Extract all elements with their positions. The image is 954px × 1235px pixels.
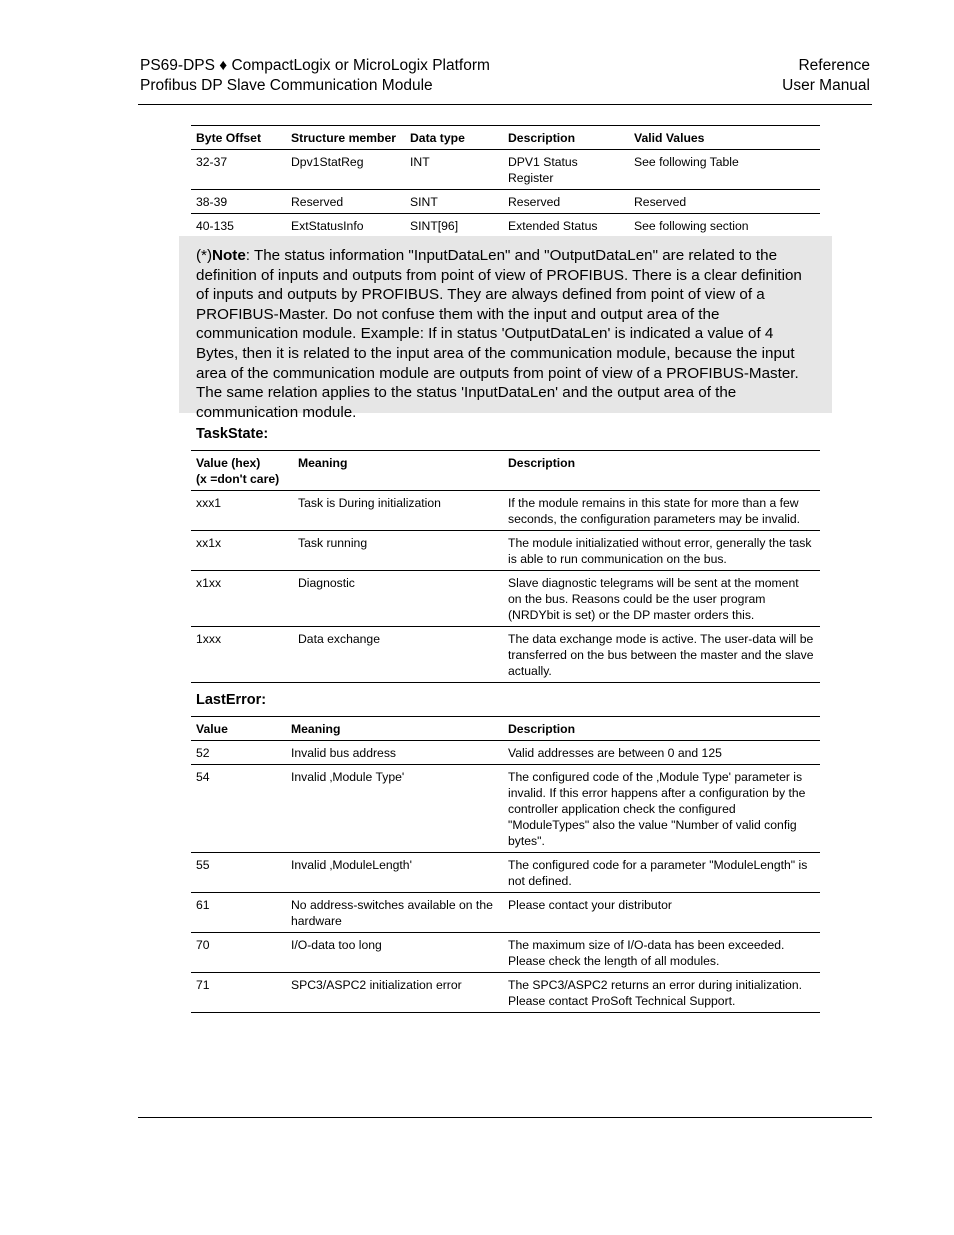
header-rule: [138, 104, 872, 105]
table-row: [191, 853, 820, 893]
table-cell: SINT[96]: [410, 219, 459, 233]
table-cell: DPV1 Status Register: [508, 155, 578, 185]
table-cell: 55: [196, 858, 210, 872]
table-header-row: [191, 717, 820, 741]
table-row: [191, 765, 820, 853]
lasterror-table: [191, 716, 820, 1013]
header-module-name: Profibus DP Slave Communication Module: [140, 76, 433, 94]
table-cell: The module initializatied without error, generally the task is able to run communication on the bus.: [508, 536, 812, 566]
table-row: [191, 190, 820, 214]
table-cell: The configured code of the ‚Module Type' parameter is invalid. If this error happens after a configuration by the controller application check the configured "ModuleTypes" also the value "Number of valid config bytes".: [508, 770, 806, 848]
table-row: [191, 627, 820, 683]
table-cell: The maximum size of I/O-data has been exceeded. Please check the length of all modules.: [508, 938, 785, 968]
column-header: Description: [508, 131, 576, 145]
taskstate-table: [191, 450, 820, 683]
table-header-row: [191, 126, 820, 150]
document-header-left: [140, 56, 490, 95]
table-cell: Slave diagnostic telegrams will be sent at the moment on the bus. Reasons could be the user program (NRDYbit is set) or the DP master orders this.: [508, 576, 799, 622]
table-cell: x1xx: [196, 576, 222, 590]
table-cell: Reserved: [291, 195, 344, 209]
note-text: : The status information "InputDataLen" and "OutputDataLen" are related to the definition of inputs and outputs from point of view of PROFIBUS. There is a clear definition of inputs and outputs by PROFIBUS. They are always defined from point of view of a PROFIBUS-Master. Do not confuse them with the input and output area of the communication module. Example: If in status 'OutputDataLen' is indicated a value of 4 Bytes, then it is related to the input area of the communication module, because the input area of the communication module are outputs from point of view of a PROFIBUS-Master. The same relation applies to the status 'InputDataLen' and the output area of the communication module.: [196, 247, 802, 421]
column-header: Meaning: [291, 722, 341, 736]
note-box: [179, 236, 832, 421]
table-cell: See following Table: [634, 155, 739, 169]
table-cell: 38-39: [196, 195, 228, 209]
column-header: Valid Values: [634, 131, 705, 145]
table-cell: ExtStatusInfo: [291, 219, 364, 233]
table-row: [191, 491, 820, 531]
header-product-line: PS69-DPS ♦ CompactLogix or MicroLogix Platform: [140, 57, 490, 74]
header-section: Reference: [798, 57, 870, 74]
table-cell: Valid addresses are between 0 and 125: [508, 746, 722, 760]
table-cell: 70: [196, 938, 210, 952]
table-cell: Invalid bus address: [291, 746, 397, 760]
table-cell: Diagnostic: [298, 576, 355, 590]
table-cell: 54: [196, 770, 210, 784]
note-prefix: (*): [196, 247, 213, 264]
column-header: Meaning: [298, 456, 348, 470]
column-header: Data type: [410, 131, 465, 145]
table-cell: 32-37: [196, 155, 228, 169]
table-row: [191, 933, 820, 973]
table-cell: Data exchange: [298, 632, 380, 646]
table-cell: Task is During initialization: [298, 496, 441, 510]
table-row: [191, 893, 820, 933]
table-row: [191, 571, 820, 627]
note-label: Note: [212, 247, 246, 264]
table-cell: The configured code for a parameter "ModuleLength" is not defined.: [508, 858, 808, 888]
table-header-row: [191, 451, 820, 491]
table-row: [191, 531, 820, 571]
table-cell: xxx1: [196, 496, 222, 510]
table-cell: The SPC3/ASPC2 returns an error during initialization. Please contact ProSoft Technical Support.: [508, 978, 802, 1008]
table-cell: xx1x: [196, 536, 222, 550]
table-cell: If the module remains in this state for more than a few seconds, the configuration parameters may be invalid.: [508, 496, 800, 526]
table-cell: Reserved: [634, 195, 687, 209]
table-cell: 52: [196, 746, 210, 760]
table-cell: Task running: [298, 536, 368, 550]
footer-rule: [138, 1117, 872, 1118]
document-header-right: [782, 56, 870, 95]
table-cell: Reserved: [508, 195, 561, 209]
column-header: Value: [196, 722, 228, 736]
table-cell: 40-135: [196, 219, 234, 233]
table-row: [191, 973, 820, 1013]
column-header: Value (hex) (x =don't care): [196, 456, 280, 486]
table-row: [191, 741, 820, 765]
header-doc-type: User Manual: [782, 76, 870, 94]
table-cell: 71: [196, 978, 210, 992]
table-cell: I/O-data too long: [291, 938, 382, 952]
table-cell: Invalid ‚ModuleLength': [291, 858, 412, 872]
status-structure-table: [191, 125, 820, 254]
table-row: [191, 150, 820, 190]
column-header: Byte Offset: [196, 131, 262, 145]
column-header: Description: [508, 456, 576, 470]
table-cell: Please contact your distributor: [508, 898, 672, 912]
table-cell: Invalid ‚Module Type': [291, 770, 405, 784]
lasterror-heading: LastError:: [196, 692, 267, 708]
table-cell: See following section: [634, 219, 749, 233]
table-cell: Dpv1StatReg: [291, 155, 364, 169]
table-cell: INT: [410, 155, 430, 169]
table-cell: 61: [196, 898, 210, 912]
table-cell: No address-switches available on the hardware: [291, 898, 493, 928]
table-cell: The data exchange mode is active. The user-data will be transferred on the bus between the master and the slave actually.: [508, 632, 814, 678]
table-cell: SPC3/ASPC2 initialization error: [291, 978, 462, 992]
column-header: Structure member: [291, 131, 396, 145]
column-header: Description: [508, 722, 576, 736]
taskstate-heading: TaskState:: [196, 426, 269, 442]
table-cell: 1xxx: [196, 632, 222, 646]
table-cell: SINT: [410, 195, 438, 209]
table-cell: Extended Status: [508, 219, 598, 233]
